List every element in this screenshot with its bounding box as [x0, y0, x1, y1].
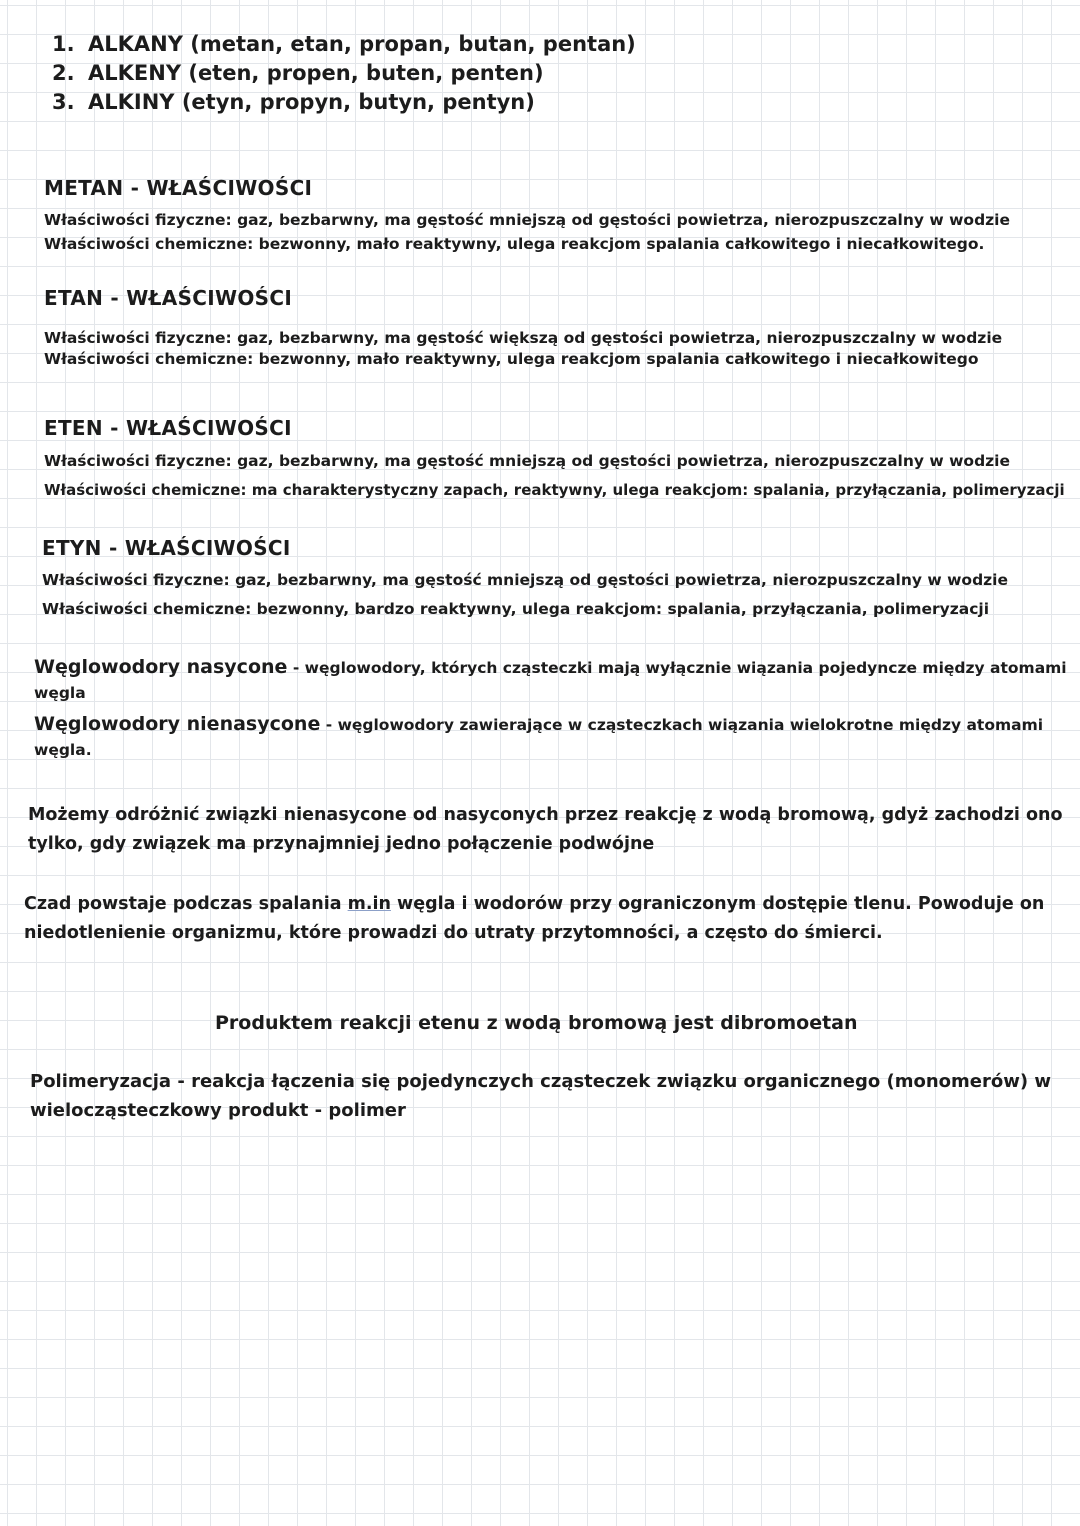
underlined-abbreviation: m.in: [347, 894, 391, 914]
section-etan-chemical: Właściwości chemiczne: bezwonny, mało reaktywny, ulega reakcjom spalania całkowitego i niecałkowitego: [44, 350, 979, 368]
polymerization-paragraph: Polimeryzacja - reakcja łączenia się pojedynczych cząsteczek związku organicznego (monomerów) w wielocząsteczkowy produkt - polimer: [30, 1071, 1051, 1121]
bromine-paragraph: Możemy odróżnić związki nienasycone od nasyconych przez reakcję z wodą bromową, gdyż zachodzi ono tylko, gdy związek ma przynajmniej jedno połączenie podwójne: [28, 805, 1063, 854]
section-title-eten: ETEN - WŁAŚCIWOŚCI: [44, 416, 292, 440]
section-metan-physical: Właściwości fizyczne: gaz, bezbarwny, ma gęstość mniejszą od gęstości powietrza, nierozpuszczalny w wodzie: [44, 211, 1011, 229]
czad-paragraph: Czad powstaje podczas spalania m.in węgla i wodorów przy ograniczonym dostępie tlenu. Powoduje on niedotlenienie organizmu, które prowadzi do utraty przytomności, a często do śmierci.: [24, 894, 1045, 943]
definition-unsaturated: Węglowodory nienasycone - węglowodory zawierające w cząsteczkach wiązania wielokrotne między atomami węgla.: [34, 713, 1044, 759]
section-metan-chemical: Właściwości chemiczne: bezwonny, mało reaktywny, ulega reakcjom spalania całkowitego i niecałkowitego.: [44, 235, 985, 253]
section-title-etan: ETAN - WŁAŚCIWOŚCI: [44, 286, 293, 310]
section-eten-physical: Właściwości fizyczne: gaz, bezbarwny, ma gęstość mniejszą od gęstości powietrza, nierozpuszczalny w wodzie: [44, 452, 1011, 470]
section-etan-physical: Właściwości fizyczne: gaz, bezbarwny, ma gęstość większą od gęstości powietrza, nierozpuszczalny w wodzie: [44, 329, 1003, 347]
product-statement: Produktem reakcji etenu z wodą bromową jest dibromoetan: [215, 1012, 858, 1034]
section-etyn-physical: Właściwości fizyczne: gaz, bezbarwny, ma gęstość mniejszą od gęstości powietrza, nierozpuszczalny w wodzie: [42, 571, 1009, 589]
list-item: 1. ALKANY (metan, etan, propan, butan, pentan): [52, 32, 636, 56]
section-title-etyn: ETYN - WŁAŚCIWOŚCI: [42, 536, 291, 560]
hydrocarbon-list: [52, 30, 636, 117]
section-etyn-chemical: Właściwości chemiczne: bezwonny, bardzo reaktywny, ulega reakcjom: spalania, przyłączania, polimeryzacji: [42, 600, 990, 618]
list-item: 2. ALKENY (eten, propen, buten, penten): [52, 61, 544, 85]
definition-saturated: Węglowodory nasycone - węglowodory, których cząsteczki mają wyłącznie wiązania pojedyncze między atomami węgla: [34, 656, 1067, 702]
list-item: 3. ALKINY (etyn, propyn, butyn, pentyn): [52, 90, 535, 114]
section-eten-chemical: Właściwości chemiczne: ma charakterystyczny zapach, reaktywny, ulega reakcjom: spalania, przyłączania, polimeryzacji: [44, 481, 1065, 499]
section-title-metan: METAN - WŁAŚCIWOŚCI: [44, 176, 313, 200]
